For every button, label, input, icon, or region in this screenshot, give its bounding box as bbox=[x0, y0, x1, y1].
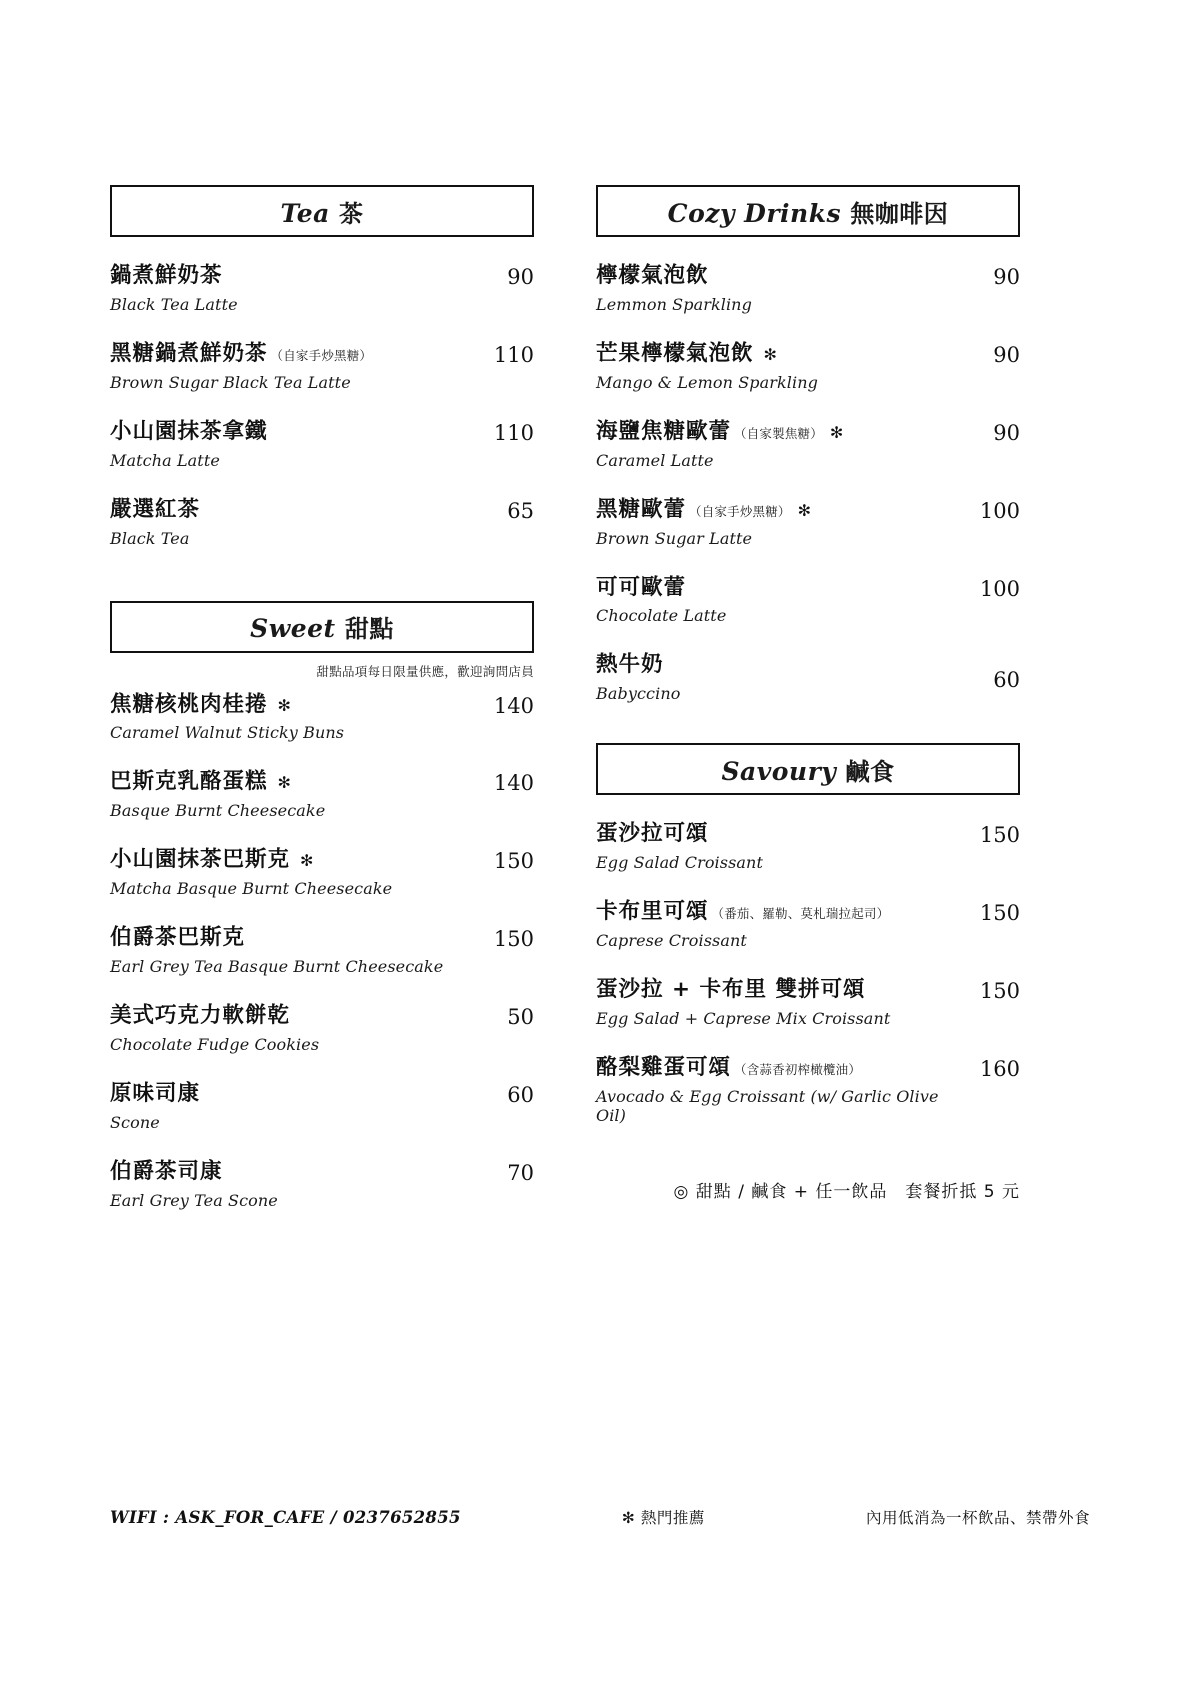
menu-item-name-line bbox=[110, 769, 325, 796]
menu-item bbox=[110, 769, 534, 820]
menu-item-price: 65 bbox=[507, 498, 534, 523]
menu-item-note: （自家手炒黑糖） bbox=[689, 503, 791, 519]
menu-item bbox=[110, 1159, 534, 1210]
menu-item-left bbox=[110, 419, 278, 470]
menu-item-name-line bbox=[110, 341, 379, 368]
menu-item-price: 90 bbox=[993, 342, 1020, 367]
menu-item-name-cjk: 熱牛奶 bbox=[596, 652, 664, 678]
menu-item-name-line bbox=[596, 977, 890, 1004]
menu-item-name-cjk: 伯爵茶巴斯克 bbox=[110, 925, 246, 951]
menu-item-name-line bbox=[110, 1081, 210, 1108]
menu-item-price: 150 bbox=[493, 927, 534, 952]
section-title-savoury-cjk: 鹹食 bbox=[845, 757, 895, 786]
menu-item-name-en: Babyccino bbox=[596, 684, 681, 704]
menu-item-name-line bbox=[596, 419, 843, 446]
tea-items bbox=[110, 263, 534, 548]
menu-item-name-en: Basque Burnt Cheesecake bbox=[110, 801, 326, 821]
menu-item-name-en: Black Tea bbox=[110, 528, 190, 548]
menu-item-price: 50 bbox=[507, 1005, 534, 1029]
menu-item-name-cjk: 酪梨雞蛋可頌 bbox=[596, 1054, 732, 1080]
section-title-cozy-cjk: 無咖啡因 bbox=[850, 199, 949, 228]
menu-item-name-line bbox=[110, 925, 443, 952]
menu-item-left bbox=[596, 899, 896, 950]
menu-item bbox=[596, 341, 1020, 392]
section-title-tea-cjk: 茶 bbox=[339, 199, 364, 228]
menu-item-note: （番茄、羅勒、莫札瑞拉起司） bbox=[711, 906, 890, 922]
footer-policy-note: 內用低消為一杯飲品、禁帶外食 bbox=[865, 1509, 1090, 1527]
menu-item-name-en: Egg Salad + Caprese Mix Croissant bbox=[596, 1008, 891, 1028]
menu-item bbox=[596, 263, 1020, 314]
menu-item-name-en: Mango & Lemon Sparkling bbox=[596, 372, 818, 392]
menu-item-left bbox=[110, 263, 238, 314]
menu-item-price: 90 bbox=[993, 420, 1020, 445]
menu-item bbox=[110, 847, 534, 898]
left-column bbox=[110, 185, 534, 1237]
menu-item-name-cjk: 黑糖歐蕾 bbox=[596, 496, 687, 522]
savoury-items bbox=[596, 821, 1020, 1125]
menu-item-name-cjk: 小山園抹茶拿鐵 bbox=[110, 418, 268, 444]
menu-item-name-cjk: 黑糖鍋煮鮮奶茶 bbox=[110, 340, 268, 366]
menu-item-name-en: Black Tea Latte bbox=[110, 294, 238, 314]
menu-item-name-cjk: 伯爵茶司康 bbox=[110, 1158, 223, 1184]
menu-item-name-en: Matcha Basque Burnt Cheesecake bbox=[110, 879, 393, 899]
menu-item-price: 70 bbox=[507, 1160, 534, 1185]
menu-item-name-en: Caprese Croissant bbox=[596, 931, 747, 950]
menu-item-name-cjk: 檸檬氣泡飲 bbox=[596, 263, 709, 288]
menu-item-name-line bbox=[110, 1003, 319, 1030]
section-header-cozy-drinks bbox=[596, 185, 1020, 237]
menu-item-name-en: Caramel Walnut Sticky Buns bbox=[110, 723, 345, 743]
menu-item-left bbox=[110, 692, 344, 743]
menu-item-name-cjk: 美式巧克力軟餅乾 bbox=[110, 1003, 291, 1028]
menu-item-name-cjk: 鍋煮鮮奶茶 bbox=[110, 263, 223, 288]
menu-item-name-en: Brown Sugar Black Tea Latte bbox=[110, 372, 351, 392]
right-column bbox=[596, 185, 1020, 1237]
menu-item-price: 90 bbox=[507, 265, 534, 289]
menu-item-left bbox=[110, 925, 443, 976]
footer bbox=[110, 1506, 1090, 1528]
menu-item bbox=[110, 925, 534, 976]
popular-star-icon: ✻ bbox=[277, 695, 291, 715]
section-title-savoury-en: Savoury bbox=[721, 756, 837, 786]
section-title-tea-en: Tea bbox=[280, 198, 330, 228]
menu-item bbox=[596, 419, 1020, 470]
menu-item-left bbox=[596, 821, 763, 872]
menu-item-name-line bbox=[110, 419, 278, 446]
footer-wifi-info: WIFI : ASK_FOR_CAFE / 0237652855 bbox=[110, 1507, 461, 1527]
menu-item bbox=[110, 1003, 534, 1054]
menu-item bbox=[596, 899, 1020, 950]
cozy-drinks-items bbox=[596, 263, 1020, 703]
menu-item-name-line bbox=[596, 821, 763, 848]
combo-discount-note: ◎ 甜點 / 鹹食 + 任一飲品 套餐折抵 5 元 bbox=[673, 1181, 1020, 1202]
menu-item bbox=[596, 652, 1020, 703]
menu-item-name-en: Scone bbox=[110, 1112, 160, 1132]
menu-item-name-cjk: 嚴選紅茶 bbox=[110, 496, 201, 522]
section-header-savoury bbox=[596, 743, 1020, 795]
menu-item-price: 160 bbox=[979, 1056, 1020, 1081]
menu-item-name-cjk: 可可歐蕾 bbox=[596, 574, 687, 600]
menu-item-name-en: Earl Grey Tea Scone bbox=[110, 1190, 278, 1210]
menu-item-left bbox=[110, 1081, 210, 1132]
menu-item-price: 150 bbox=[979, 979, 1020, 1003]
menu-item bbox=[110, 1081, 534, 1132]
section-title-sweet-cjk: 甜點 bbox=[344, 615, 394, 643]
section-title-tea bbox=[280, 194, 363, 229]
menu-item-name-cjk: 芒果檸檬氣泡飲 bbox=[596, 340, 754, 366]
menu-item-left bbox=[596, 977, 890, 1028]
menu-item bbox=[596, 1055, 1020, 1125]
menu-item-name-en: Caramel Latte bbox=[596, 450, 714, 470]
menu-item-name-line bbox=[110, 263, 238, 290]
menu-item-name-en: Chocolate Fudge Cookies bbox=[110, 1034, 320, 1054]
menu-item-name-line bbox=[596, 899, 896, 926]
menu-item-note: （自家手炒黑糖） bbox=[270, 347, 373, 363]
menu-item-note: （自家製焦糖） bbox=[734, 425, 823, 441]
section-title-sweet bbox=[250, 609, 394, 644]
menu-item-name-line bbox=[596, 497, 811, 524]
menu-item-name-line bbox=[110, 692, 344, 719]
menu-item-name-en: Brown Sugar Latte bbox=[596, 528, 753, 548]
menu-item-name-en: Earl Grey Tea Basque Burnt Cheesecake bbox=[110, 957, 444, 976]
menu-item-name-line bbox=[110, 1159, 278, 1186]
menu-item-price: 100 bbox=[979, 498, 1020, 523]
menu-item-price: 110 bbox=[493, 342, 534, 367]
menu-item bbox=[596, 977, 1020, 1028]
menu-item-left bbox=[596, 652, 680, 703]
menu-item-left bbox=[596, 263, 752, 314]
menu-item-name-cjk: 海鹽焦糖歐蕾 bbox=[596, 418, 732, 444]
menu-item-left bbox=[110, 1159, 278, 1210]
section-header-sweet bbox=[110, 601, 534, 653]
menu-item-left bbox=[110, 769, 325, 820]
menu-item-price: 100 bbox=[979, 576, 1020, 601]
sweet-items bbox=[110, 692, 534, 1210]
sweet-availability-note: 甜點品項每日限量供應，歡迎詢問店員 bbox=[316, 663, 534, 679]
menu-item-price: 110 bbox=[493, 420, 534, 445]
section-title-savoury bbox=[721, 752, 894, 787]
menu-item-name-line bbox=[596, 1055, 956, 1082]
section-title-sweet-en: Sweet bbox=[250, 614, 336, 643]
popular-star-icon: ✻ bbox=[829, 422, 844, 442]
menu-columns bbox=[110, 185, 1090, 1237]
menu-item-name-en: Egg Salad Croissant bbox=[596, 853, 763, 873]
menu-item bbox=[110, 692, 534, 743]
menu-item-name-line bbox=[110, 847, 392, 874]
menu-item-name-line bbox=[596, 263, 752, 290]
menu-item-name-cjk: 原味司康 bbox=[110, 1080, 201, 1106]
menu-item-name-en: Lemmon Sparkling bbox=[596, 294, 752, 314]
menu-item-name-cjk: 蛋沙拉 + 卡布里 雙拼可頌 bbox=[596, 977, 866, 1002]
section-title-cozy-drinks bbox=[668, 194, 949, 229]
menu-item-name-cjk: 蛋沙拉可頌 bbox=[596, 821, 709, 847]
popular-star-icon: ✻ bbox=[277, 773, 291, 793]
menu-item-name-line bbox=[596, 575, 726, 602]
menu-item bbox=[110, 497, 534, 548]
menu-item-price: 150 bbox=[979, 823, 1020, 848]
menu-item-price: 140 bbox=[493, 693, 534, 718]
popular-star-icon: ✻ bbox=[300, 851, 314, 871]
menu-item-price: 90 bbox=[993, 265, 1020, 289]
menu-item bbox=[110, 341, 534, 392]
popular-star-icon: ✻ bbox=[763, 344, 777, 364]
menu-item-name-line bbox=[596, 341, 818, 368]
menu-item-price: 150 bbox=[493, 849, 534, 874]
menu-item bbox=[596, 575, 1020, 626]
menu-item bbox=[596, 497, 1020, 548]
footer-popular-legend: ✻ 熱門推薦 bbox=[621, 1509, 705, 1527]
menu-item-name-en: Avocado & Egg Croissant (w/ Garlic Olive Oil) bbox=[596, 1086, 939, 1125]
menu-item-left bbox=[110, 341, 379, 392]
menu-item-name-en: Matcha Latte bbox=[110, 450, 220, 470]
menu-item-left bbox=[596, 419, 843, 470]
popular-star-icon: ✻ bbox=[797, 500, 812, 520]
menu-item-left bbox=[596, 497, 811, 548]
menu-item-price: 140 bbox=[493, 771, 534, 796]
menu-item-name-en: Chocolate Latte bbox=[596, 606, 727, 626]
menu-item bbox=[110, 263, 534, 314]
menu-item-price: 60 bbox=[507, 1082, 534, 1107]
menu-item-name-line bbox=[110, 497, 210, 524]
menu-item-left bbox=[596, 575, 726, 626]
menu-item-name-line bbox=[596, 652, 680, 679]
menu-item-left bbox=[596, 1055, 956, 1125]
menu-item-left bbox=[110, 1003, 319, 1054]
menu-item-price: 150 bbox=[979, 901, 1020, 926]
menu-item bbox=[596, 821, 1020, 872]
menu-item-name-cjk: 卡布里可頌 bbox=[596, 899, 709, 925]
menu-item-left bbox=[110, 847, 392, 898]
menu-item-left bbox=[110, 497, 210, 548]
menu-item-note: （含蒜香初榨橄欖油） bbox=[734, 1061, 862, 1077]
menu-item-name-cjk: 巴斯克乳酪蛋糕 bbox=[110, 769, 268, 795]
menu-item bbox=[110, 419, 534, 470]
menu-item-name-cjk: 焦糖核桃肉桂捲 bbox=[110, 691, 268, 717]
menu-item-name-cjk: 小山園抹茶巴斯克 bbox=[110, 847, 291, 873]
section-header-tea bbox=[110, 185, 534, 237]
menu-item-price: 60 bbox=[993, 668, 1020, 693]
menu-item-left bbox=[596, 341, 818, 392]
section-title-cozy-en: Cozy Drinks bbox=[667, 198, 842, 228]
